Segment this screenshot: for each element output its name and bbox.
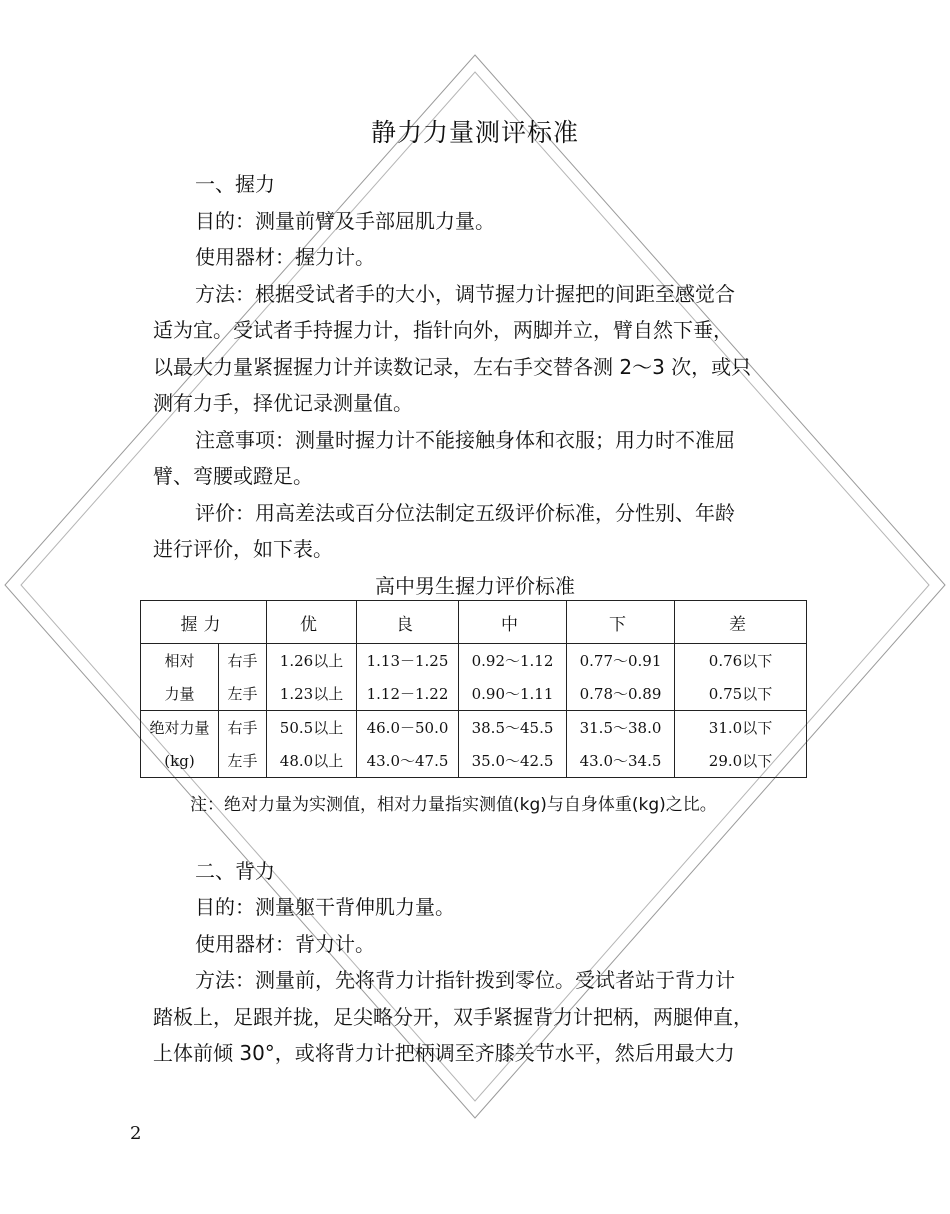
row-group-label: 相对 xyxy=(141,644,219,678)
grip-method-line: 方法：根据受试者手的大小，调节握力计握把的间距至感觉合 xyxy=(195,282,735,306)
table-cell: 43.0～34.5 xyxy=(567,744,675,778)
table-caption: 高中男生握力评价标准 xyxy=(375,574,575,598)
grip-method-line: 测有力手，择优记录测量值。 xyxy=(153,391,413,415)
grip-notes-line: 注意事项：测量时握力计不能接触身体和衣服；用力时不准屈 xyxy=(195,428,735,452)
table-cell: 31.0以下 xyxy=(675,711,807,745)
row-group-label: 绝对力量 xyxy=(141,711,219,745)
back-method-line: 上体前倾 30°，或将背力计把柄调至齐膝关节水平，然后用最大力 xyxy=(153,1041,735,1065)
table-cell: 1.13－1.25 xyxy=(357,644,459,678)
grip-purpose: 目的：测量前臂及手部屈肌力量。 xyxy=(195,209,495,233)
grip-eval-line: 进行评价，如下表。 xyxy=(153,537,333,561)
back-equipment: 使用器材：背力计。 xyxy=(195,932,375,956)
table-header-cell: 优 xyxy=(267,601,357,644)
table-cell: 29.0以下 xyxy=(675,744,807,778)
grip-standard-table xyxy=(140,600,807,778)
table-cell: 35.0～42.5 xyxy=(459,744,567,778)
table-cell: 48.0以上 xyxy=(267,744,357,778)
table-cell: 0.77～0.91 xyxy=(567,644,675,678)
table-cell: 43.0～47.5 xyxy=(357,744,459,778)
table-cell: 1.12－1.22 xyxy=(357,677,459,711)
row-group-label: (kg) xyxy=(141,744,219,778)
table-cell: 46.0－50.0 xyxy=(357,711,459,745)
grip-method-line: 适为宜。受试者手持握力计，指针向外，两脚并立，臂自然下垂， xyxy=(153,318,733,342)
table-cell: 0.90～1.11 xyxy=(459,677,567,711)
grip-eval-line: 评价：用高差法或百分位法制定五级评价标准，分性别、年龄 xyxy=(195,501,735,525)
table-row xyxy=(141,711,807,745)
hand-label: 左手 xyxy=(219,744,267,778)
page-title: 静力力量测评标准 xyxy=(370,118,579,147)
section-heading-back: 二、背力 xyxy=(195,859,275,883)
table-row xyxy=(141,677,807,711)
hand-label: 右手 xyxy=(219,644,267,678)
back-method-line: 踏板上，足跟并拢，足尖略分开，双手紧握背力计把柄，两腿伸直， xyxy=(153,1005,753,1029)
table-header-row xyxy=(141,601,807,644)
table-cell: 1.26以上 xyxy=(267,644,357,678)
table-cell: 0.75以下 xyxy=(675,677,807,711)
table-row xyxy=(141,644,807,678)
table-header-cell: 下 xyxy=(567,601,675,644)
grip-notes-line: 臂、弯腰或蹬足。 xyxy=(153,464,313,488)
table-header-cell: 中 xyxy=(459,601,567,644)
table-header-cell: 良 xyxy=(357,601,459,644)
table-cell: 1.23以上 xyxy=(267,677,357,711)
table-header-cell: 握力 xyxy=(141,601,267,644)
table-row xyxy=(141,744,807,778)
section-heading-grip: 一、握力 xyxy=(195,172,275,196)
table-header-cell: 差 xyxy=(675,601,807,644)
grip-equipment: 使用器材：握力计。 xyxy=(195,245,375,269)
back-purpose: 目的：测量躯干背伸肌力量。 xyxy=(195,895,455,919)
hand-label: 右手 xyxy=(219,711,267,745)
row-group-label: 力量 xyxy=(141,677,219,711)
hand-label: 左手 xyxy=(219,677,267,711)
table-cell: 0.76以下 xyxy=(675,644,807,678)
table-cell: 0.92～1.12 xyxy=(459,644,567,678)
grip-method-line: 以最大力量紧握握力计并读数记录，左右手交替各测 2～3 次，或只 xyxy=(153,355,752,379)
table-cell: 50.5以上 xyxy=(267,711,357,745)
table-cell: 38.5～45.5 xyxy=(459,711,567,745)
page-number: 2 xyxy=(130,1123,142,1144)
table-note: 注：绝对力量为实测值，相对力量指实测值(kg)与自身体重(kg)之比。 xyxy=(190,795,717,815)
table-cell: 31.5～38.0 xyxy=(567,711,675,745)
table-cell: 0.78～0.89 xyxy=(567,677,675,711)
back-method-line: 方法：测量前，先将背力计指针拨到零位。受试者站于背力计 xyxy=(195,968,735,992)
